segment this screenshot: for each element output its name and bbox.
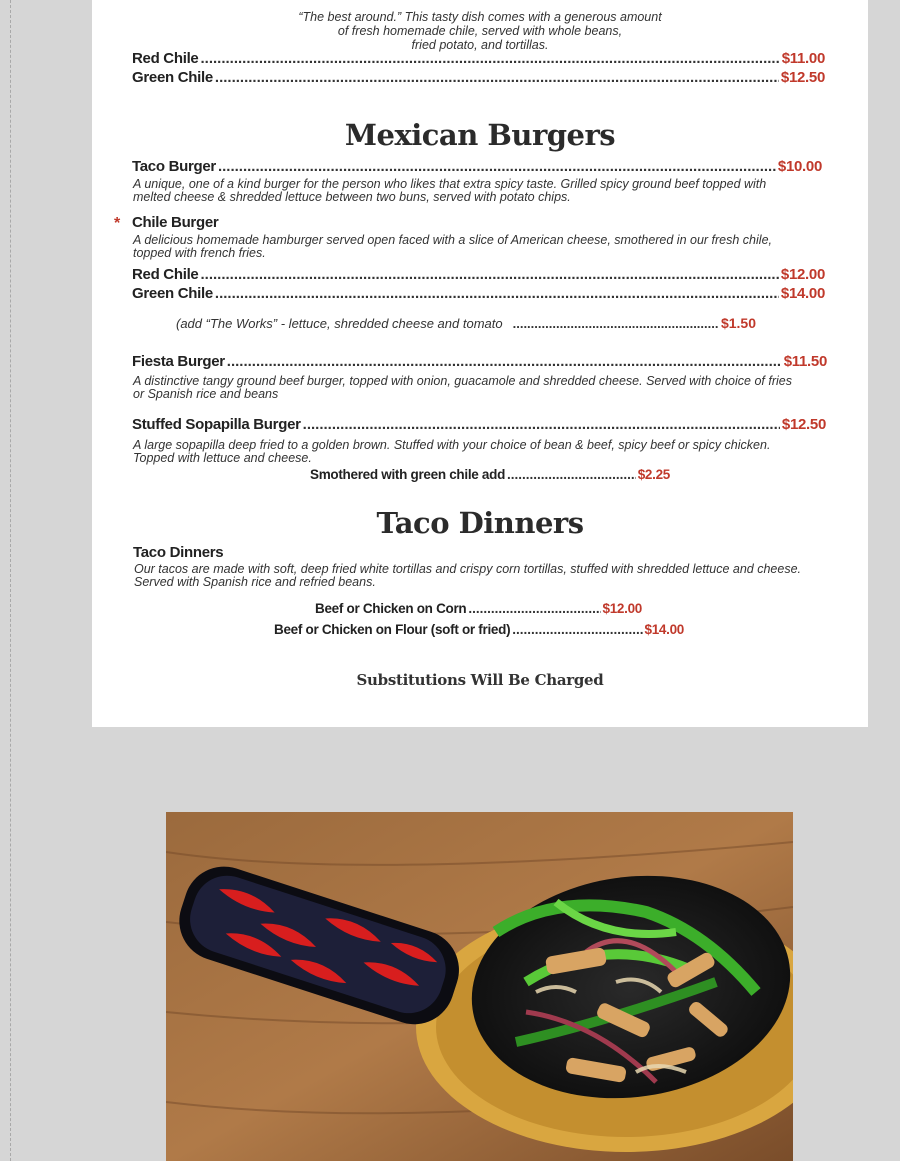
addon-text: Smothered with green chile add [310, 467, 506, 482]
addon-text: (add “The Works” - lettuce, shredded cheese and tomato [176, 316, 503, 331]
leader-dots [215, 69, 779, 86]
menu-item-taco-dinners [133, 544, 223, 561]
intro-line: “The best around.” This tasty dish comes with a generous amount [298, 10, 662, 24]
item-price: $14.00 [644, 622, 684, 637]
item-price: $10.00 [777, 158, 822, 175]
item-name: Beef or Chicken on Flour (soft or fried) [274, 622, 511, 637]
addon-price: $2.25 [637, 467, 670, 482]
leader-dots [215, 285, 779, 302]
item-name: Red Chile [132, 50, 199, 67]
menu-item-chile-burger-red [132, 266, 825, 283]
item-description: Our tacos are made with soft, deep fried white tortillas and crispy corn tortillas, stuffed with shredded lettuce and cheese. Served with Spanish rice and refried beans. [134, 562, 802, 589]
item-price: $14.00 [780, 285, 825, 302]
leader-dots [507, 467, 636, 482]
item-name: Taco Dinners [133, 544, 224, 561]
item-description: A delicious homemade hamburger served open faced with a slice of American cheese, smothered in our fresh chile, topped with french fries. [133, 233, 772, 260]
the-works-addon [176, 315, 756, 331]
menu-item-taco-corn [315, 601, 642, 616]
section-heading-burgers: Mexican Burgers [344, 118, 616, 152]
intro-line: fried potato, and tortillas. [411, 38, 549, 52]
menu-item-fiesta-burger [132, 353, 827, 370]
item-description: A unique, one of a kind burger for the person who likes that extra spicy taste. Grilled spicy ground beef topped with melted cheese & shredded lettuce between two buns, served with potato chips. [133, 177, 767, 204]
fajita-skillet-photo [166, 812, 793, 1161]
leader-dots [468, 601, 600, 616]
menu-item-taco-burger [132, 158, 822, 175]
addon-price: $1.50 [720, 315, 756, 331]
intro-line: of fresh homemade chile, served with whole beans, [337, 24, 623, 38]
leader-dots [303, 416, 780, 433]
menu-item-chile-burger-green [132, 285, 825, 302]
menu-item-sopapilla-burger [132, 416, 826, 433]
item-price: $12.50 [780, 69, 825, 86]
leader-dots [513, 316, 719, 331]
item-price: $11.00 [781, 50, 825, 67]
leader-dots [218, 158, 776, 175]
menu-item-green-chile [132, 69, 825, 86]
menu-page [92, 0, 868, 727]
item-price: $11.50 [783, 353, 827, 370]
leader-dots [227, 353, 782, 370]
item-price: $12.50 [781, 416, 826, 433]
item-name: Stuffed Sopapilla Burger [132, 416, 301, 433]
item-description: A large sopapilla deep fried to a golden brown. Stuffed with your choice of bean & beef, spicy beef or spicy chicken. Topped with lettuce and cheese. [133, 438, 771, 465]
leader-dots [200, 50, 779, 67]
item-price: $12.00 [780, 266, 825, 283]
section-heading-tacos: Taco Dinners [376, 506, 584, 540]
menu-item-taco-flour [274, 622, 684, 637]
sopapilla-addon [310, 467, 670, 482]
leader-dots [200, 266, 778, 283]
menu-item-chile-burger [132, 214, 218, 231]
substitutions-note: Substitutions Will Be Charged [356, 671, 604, 689]
leader-dots [512, 622, 642, 637]
item-name: Red Chile [132, 266, 199, 283]
fajita-skillet-image [166, 812, 793, 1161]
item-name: Chile Burger [132, 214, 219, 231]
page-margin-rule [10, 0, 11, 1161]
intro-description [92, 10, 868, 52]
item-name: Fiesta Burger [132, 353, 225, 370]
item-name: Beef or Chicken on Corn [315, 601, 467, 616]
menu-item-red-chile [132, 50, 825, 67]
asterisk-icon: * [114, 215, 121, 232]
item-name: Green Chile [132, 69, 213, 86]
item-name: Green Chile [132, 285, 213, 302]
item-name: Taco Burger [132, 158, 216, 175]
item-description: A distinctive tangy ground beef burger, topped with onion, guacamole and shredded cheese. Served with choice of fries or Spanish rice and beans [133, 374, 792, 401]
item-price: $12.00 [602, 601, 642, 616]
